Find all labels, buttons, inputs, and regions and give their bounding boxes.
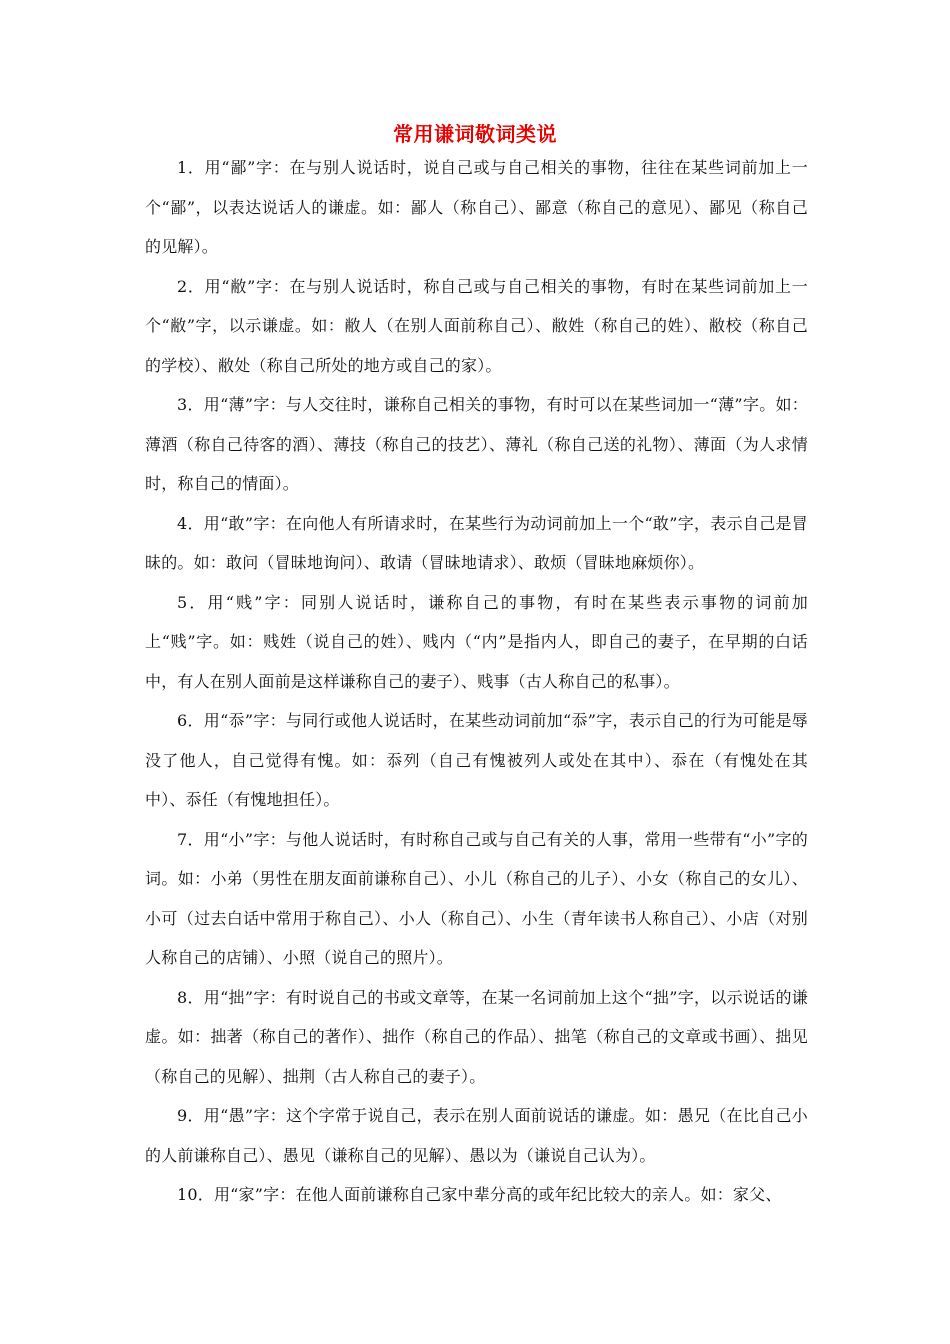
paragraph-5: 5．用“贱”字：同别人说话时，谦称自己的事物，有时在某些表示事物的词前加上“贱”字。如：贱姓（说自己的姓）、贱内（“内”是指内人，即自己的妻子，在早期的白话中，有人在别人面前是这样谦称自己的妻子）、贱事（古人称自己的私事）。 bbox=[145, 592, 808, 691]
paragraph-3: 3．用“薄”字：与人交往时，谦称自己相关的事物，有时可以在某些词加一“薄”字。如：薄酒（称自己待客的酒）、薄技（称自己的技艺）、薄礼（称自己送的礼物）、薄面（为人求情时，称自己的情面）。 bbox=[145, 395, 808, 493]
document-body bbox=[145, 148, 808, 1215]
paragraph-7: 7．用“小”字：与他人说话时，有时称自己或与自己有关的人事，常用一些带有“小”字的词。如：小弟（男性在朋友面前谦称自己）、小儿（称自己的儿子）、小女（称自己的女儿）、小可（过去白话中常用于称自己）、小人（称自己）、小生（青年读书人称自己）、小店（对别人称自己的店铺）、小照（说自己的照片）。 bbox=[145, 829, 808, 967]
page-title: 常用谦词敬词类说 bbox=[393, 122, 557, 146]
paragraph-2: 2．用“敝”字：在与别人说话时，称自己或与自己相关的事物，有时在某些词前加上一个“敝”字，以示谦虚。如：敝人（在别人面前称自己）、敝姓（称自己的姓）、敝校（称自己的学校）、敝处（称自己所处的地方或自己的家）。 bbox=[145, 276, 808, 375]
paragraph-10: 10．用“家”字：在他人面前谦称自己家中辈分高的或年纪比较大的亲人。如：家父、 bbox=[177, 1185, 782, 1204]
paragraph-8: 8．用“拙”字：有时说自己的书或文章等，在某一名词前加上这个“拙”字，以示说话的谦虚。如：拙著（称自己的著作）、拙作（称自己的作品）、拙笔（称自己的文章或书画）、拙见（称自己的见解）、拙荆（古人称自己的妻子）。 bbox=[145, 987, 808, 1086]
paragraph-1: 1．用“鄙”字：在与别人说话时，说自己或与自己相关的事物，往往在某些词前加上一个“鄙”，以表达说话人的谦虚。如：鄙人（称自己）、鄙意（称自己的意见）、鄙见（称自己的见解）。 bbox=[145, 158, 808, 256]
paragraph-6: 6．用“忝”字：与同行或他人说话时，在某些动词前加“忝”字，表示自己的行为可能是辱没了他人，自己觉得有愧。如：忝列（自己有愧被列人或处在其中）、忝在（有愧处在其中）、忝任（有愧地担任）。 bbox=[145, 711, 808, 809]
paragraph-4: 4．用“敢”字：在向他人有所请求时，在某些行为动词前加上一个“敢”字，表示自己是冒昧的。如：敢问（冒昧地询问）、敢请（冒昧地请求）、敢烦（冒昧地麻烦你）。 bbox=[145, 513, 808, 572]
paragraph-9: 9．用“愚”字：这个字常于说自己，表示在别人面前说话的谦虚。如：愚兄（在比自己小的人前谦称自己）、愚见（谦称自己的见解）、愚以为（谦说自己认为）。 bbox=[145, 1106, 808, 1165]
